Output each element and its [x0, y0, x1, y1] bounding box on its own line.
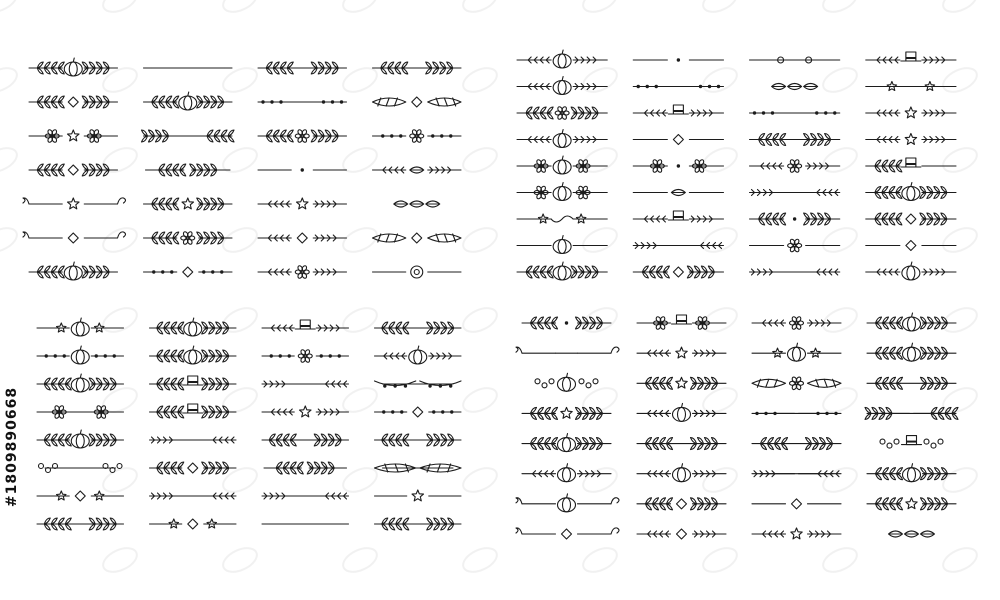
divider-ornament [522, 317, 611, 329]
divider-ornament [29, 262, 118, 280]
divider-ornament [37, 518, 124, 530]
divider-ornament [150, 346, 237, 364]
divider-ornament [262, 320, 349, 331]
divider-ornament [867, 313, 956, 331]
divider-ornament [750, 213, 840, 225]
divider-ornament [29, 58, 118, 76]
divider-ornament [150, 519, 237, 529]
divider-ornament [633, 85, 723, 88]
divider-ornament [750, 57, 840, 63]
divider-ornament [750, 190, 840, 196]
divider-ornament [37, 430, 124, 448]
divider-ornament [866, 262, 956, 280]
divider-ornament [517, 106, 607, 120]
divider-ornament [373, 62, 462, 74]
divider-ornament [517, 262, 607, 280]
divider-ornament [258, 233, 347, 243]
divider-ornament [752, 316, 841, 330]
divider-ornament [517, 130, 607, 148]
divider-ornament [373, 129, 462, 143]
divider-ornament [633, 135, 723, 145]
divider-ornament [522, 434, 611, 452]
divider-ornament [150, 462, 237, 474]
divider-ornament [262, 434, 349, 446]
divider-ornament [867, 498, 956, 510]
divider-ornament [750, 111, 840, 114]
divider-ornament [373, 266, 462, 278]
divider-ornament [522, 464, 611, 482]
divider-ornament [866, 107, 956, 118]
divider-ornament [29, 96, 118, 108]
divider-ornament [258, 198, 347, 209]
divider-ornament [866, 241, 956, 251]
divider-ornament [866, 183, 956, 201]
divider-ornament [517, 183, 607, 201]
divider-ornament [750, 269, 840, 275]
divider-ornament [142, 130, 235, 142]
divider-ornament [752, 343, 841, 361]
divider-ornament [637, 498, 726, 510]
divider-ornament [375, 518, 462, 530]
divider-ornament [752, 499, 841, 509]
divider-ornament [375, 407, 462, 417]
divider-ornament [516, 494, 619, 512]
divider-ornament [39, 464, 123, 473]
divider-ornament [867, 343, 956, 361]
divider-ornament [516, 528, 619, 539]
divider-ornament [516, 347, 619, 353]
divider-ornament [37, 346, 124, 364]
divider-ornament [517, 214, 607, 223]
divider-ornament [258, 168, 347, 171]
divider-ornament [375, 490, 462, 501]
divider-ornament [264, 462, 347, 474]
divider-ornament [752, 412, 841, 415]
divider-ornament [375, 464, 462, 472]
divider-ornament [535, 373, 598, 391]
divider-ornament [772, 84, 818, 90]
divider-ornament [866, 134, 956, 145]
divider-ornament [866, 52, 956, 63]
divider-ornament [262, 349, 349, 363]
divider-ornament [637, 315, 726, 330]
side-id-label: #1809890668 [4, 386, 20, 508]
divider-ornament [750, 134, 840, 146]
divider-ornament [37, 405, 124, 419]
divider-ornament [517, 50, 607, 68]
divider-ornament [752, 528, 841, 539]
divider-ornament [262, 493, 349, 499]
divider-ornament [633, 266, 723, 278]
divider-ornament [522, 407, 611, 419]
divider-ornament [258, 265, 347, 279]
divider-ornament [517, 236, 607, 254]
divider-ornament [150, 376, 237, 390]
divider-ornament [373, 97, 462, 107]
divider-ornament [144, 92, 233, 110]
divider-ornament [375, 322, 462, 334]
divider-ornament [150, 404, 237, 418]
divider-ornament [637, 347, 726, 358]
divider-ornament [144, 198, 233, 210]
divider-ornament [867, 464, 956, 482]
divider-ornament [889, 531, 935, 537]
divider-ornament [633, 211, 723, 222]
divider-ornament [29, 129, 118, 143]
divider-ornament [867, 377, 956, 389]
divider-ornament [633, 243, 723, 249]
divider-ornament [144, 267, 233, 277]
divider-ornament [633, 58, 723, 61]
divider-ornament [262, 381, 349, 387]
divider-ornament [262, 406, 349, 417]
divider-ornament [146, 164, 231, 176]
divider-ornament [375, 346, 462, 364]
divider-ornament [258, 62, 347, 74]
divider-ornament [37, 318, 124, 336]
divider-ornament [375, 381, 462, 388]
divider-ornament [880, 436, 943, 449]
divider-ornament [752, 438, 841, 450]
divider-ornament [375, 434, 462, 446]
divider-ornament [637, 529, 726, 539]
divider-ornament [150, 437, 237, 443]
divider-ornament [258, 129, 347, 143]
divider-ornament [150, 493, 237, 499]
divider-ornament [394, 201, 440, 207]
divider-ornament [637, 377, 726, 389]
divider-ornament [637, 438, 726, 450]
divider-ornament [23, 198, 126, 209]
divider-ornament [752, 376, 841, 390]
divider-ornament [37, 374, 124, 392]
divider-ornament [633, 190, 723, 196]
divider-ornament [29, 164, 118, 176]
divider-ornament [373, 167, 462, 173]
divider-ornament [866, 213, 956, 225]
divider-ornament [144, 231, 233, 245]
divider-ornament [633, 105, 723, 116]
divider-ornament [373, 233, 462, 243]
divider-ornament [258, 100, 347, 103]
